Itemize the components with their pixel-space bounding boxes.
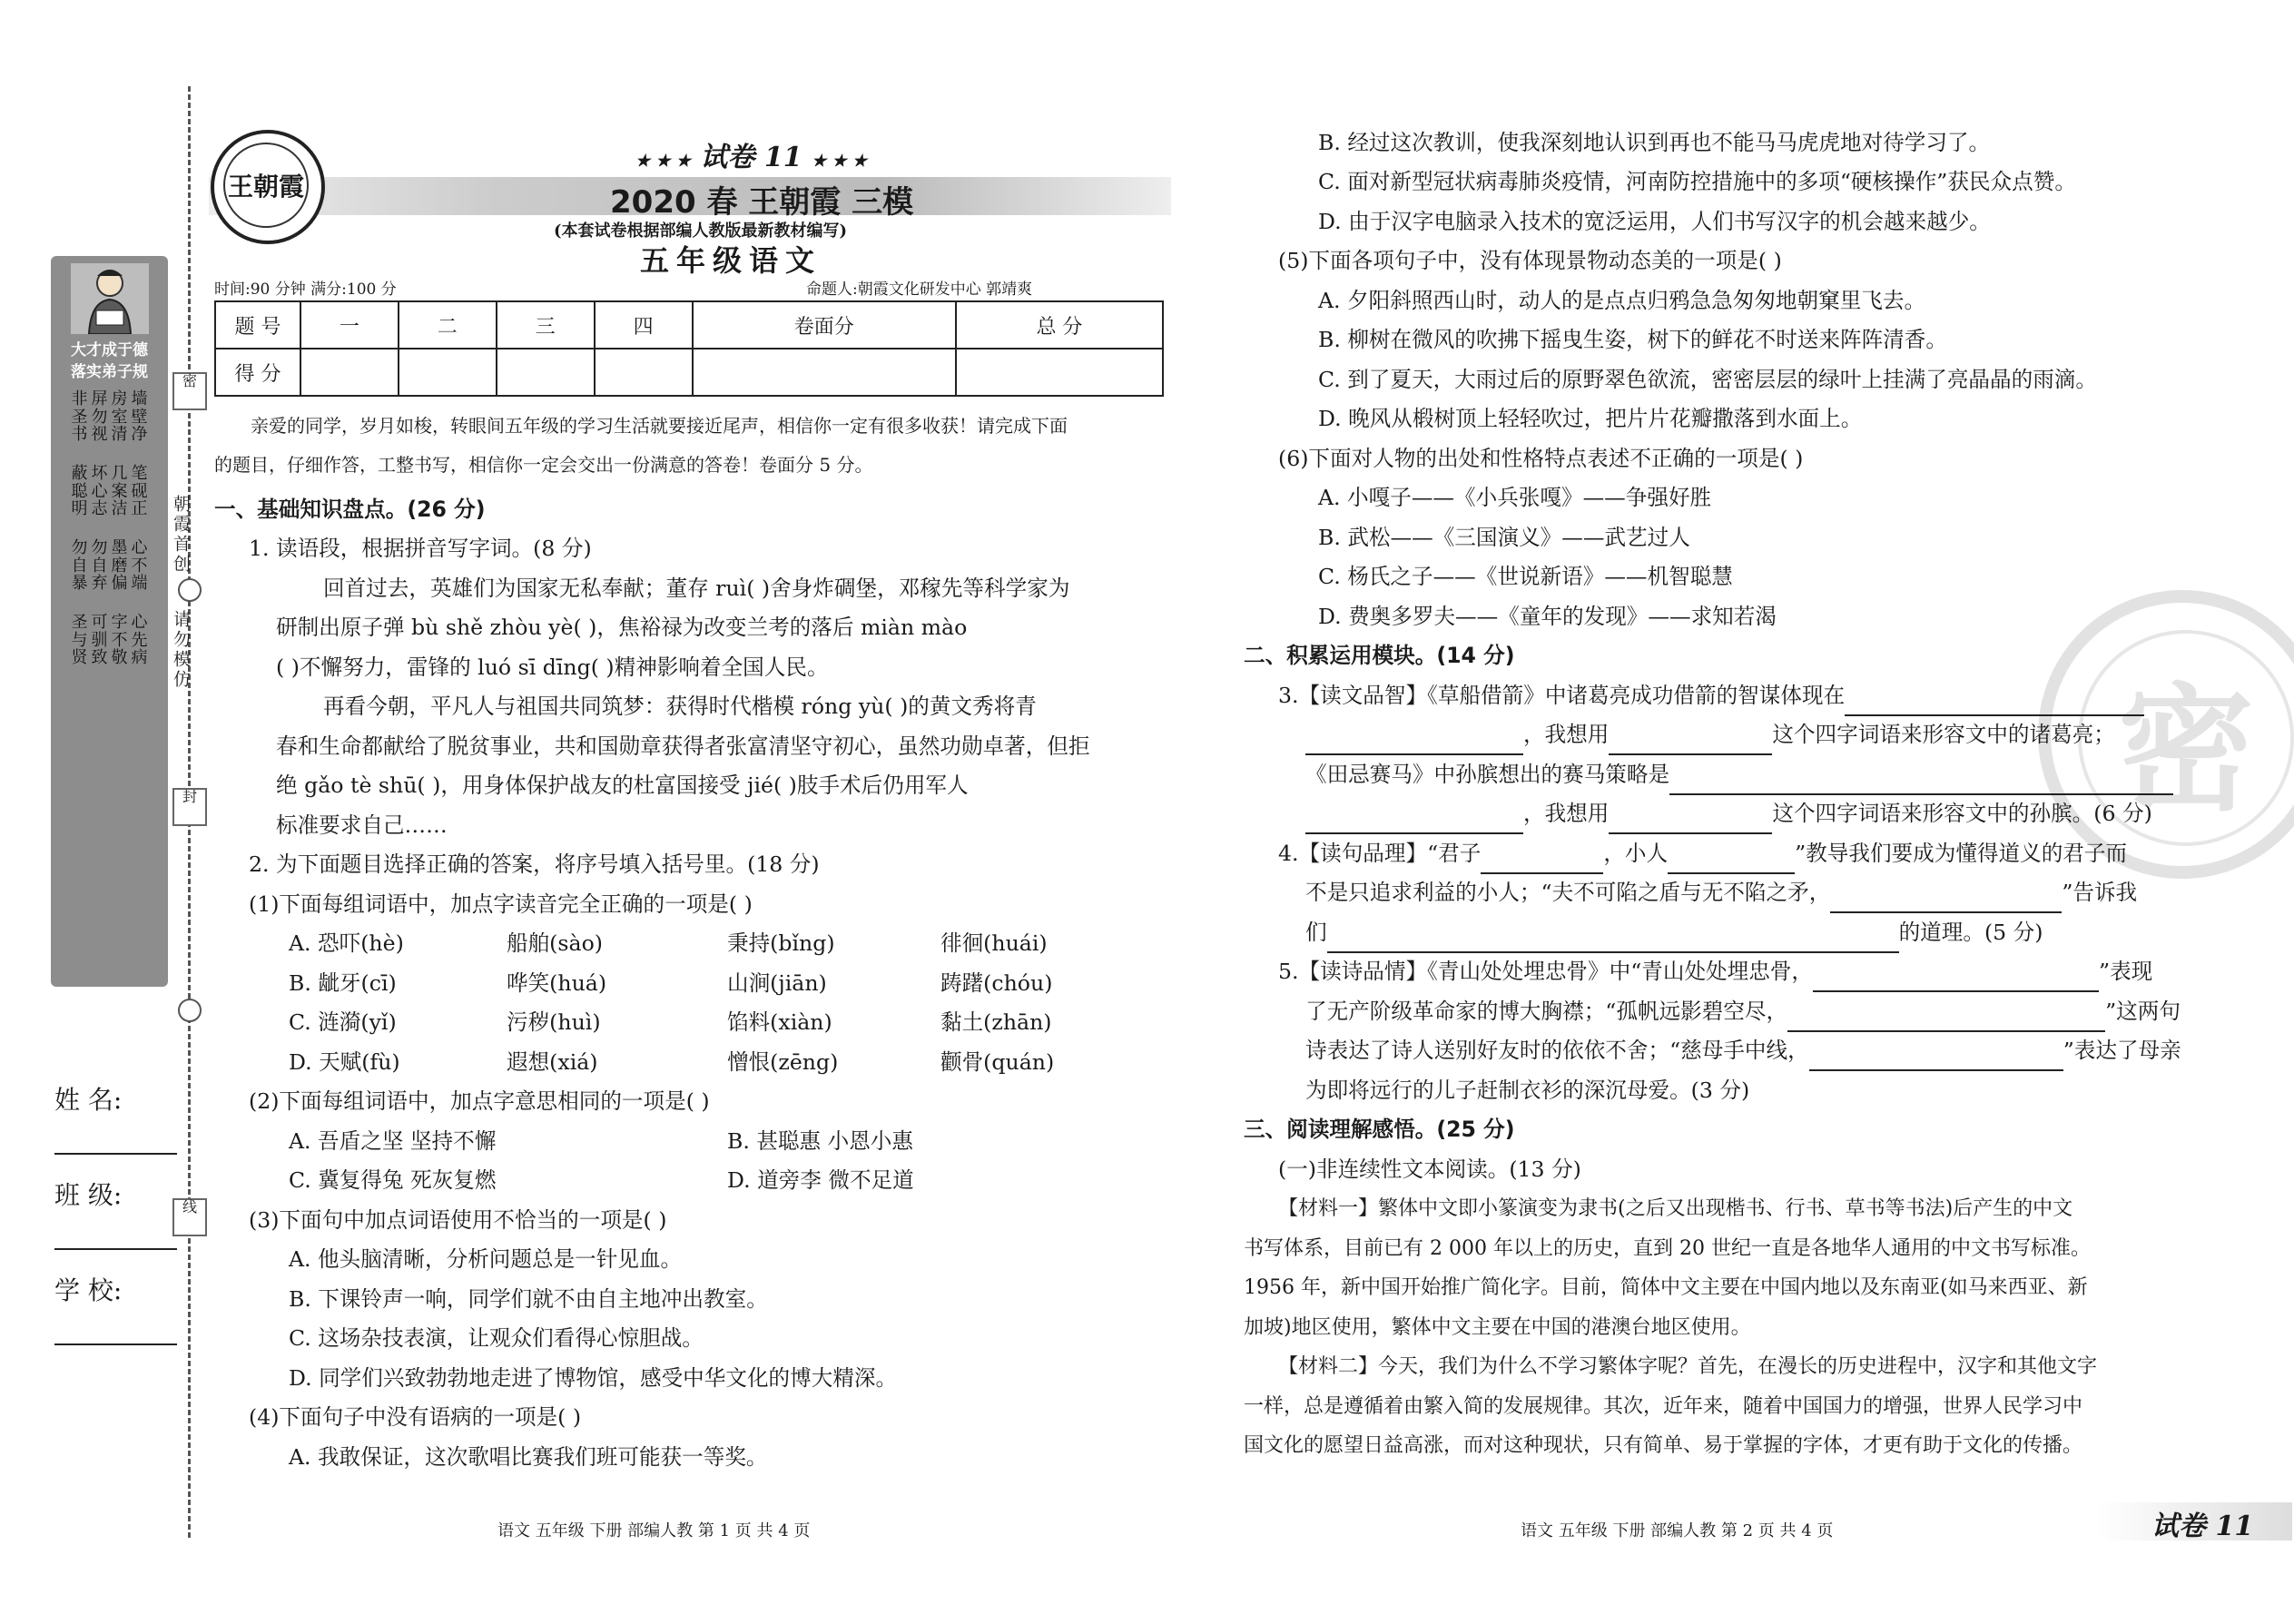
scholar-mascot-icon (71, 263, 149, 334)
question-4: 4.【读句品理】“君子 ，小人 ”教导我们要成为懂得道义的君子而 (1278, 834, 2127, 874)
material-line: 【材料二】今天，我们为什么不学习繁体字呢？首先，在漫长的历史进程中，汉字和其他文字 (1278, 1355, 2098, 1378)
question-3: ，我想用 这个四字词语来形容文中的孙膑。(6 分) (1305, 794, 2152, 834)
material-line: 一样，总是遵循着由繁入简的发展规律。其次，近年来，随着中国国力的增强，世界人民学习中 (1244, 1395, 2083, 1418)
motto-phrase: 坏心志 (91, 464, 108, 518)
score-header: 二 (399, 301, 497, 349)
answer-blank[interactable] (1668, 847, 1795, 874)
option: 黏土(zhān) (940, 1009, 1052, 1035)
seal-tab: 线 (172, 1198, 207, 1236)
option: A. 我敢保证，这次歌唱比赛我们班可能获一等奖。 (289, 1444, 768, 1470)
motto-heading: 大才成于德 落实弟子规 (71, 341, 148, 381)
option: B. 武松——《三国演义》——武艺过人 (1318, 525, 1690, 550)
motto-phrase: 可驯致 (91, 613, 108, 667)
motto-phrase: 屏勿视 (91, 389, 108, 444)
sub-question: (4)下面句子中没有语病的一项是( ) (249, 1404, 582, 1430)
fold-note: 朝霞首创 (171, 495, 191, 575)
option: 踌躇(chóu) (940, 970, 1053, 996)
motto-phrase: 房室清 (111, 389, 128, 444)
option: 船舶(sào) (507, 930, 603, 956)
motto-phrase: 笔砚正 (131, 464, 148, 518)
motto-phrase: 勿自暴 (71, 538, 88, 593)
option: 遐想(xiá) (507, 1049, 598, 1075)
material-line: 1956 年，新中国开始推广简化字。目前，简体中文主要在中国内地以及东南亚(如马来西亚、新 (1244, 1276, 2088, 1299)
option: D. 晚风从椴树顶上轻轻吹过，把片片花瓣撒落到水面上。 (1318, 406, 1863, 431)
page-footer: 语文 五年级 下册 部编人教 第 1 页 共 4 页 (497, 1521, 811, 1540)
option: C. 这场杂技表演，让观众们看得心惊胆战。 (289, 1325, 704, 1351)
score-row-label: 得 分 (215, 349, 300, 396)
sub-question: (5)下面各项句子中，没有体现景物动态美的一项是( ) (1278, 248, 1782, 273)
passage-line: 春和生命都献给了脱贫事业，共和国勋章获得者张富清坚守初心，虽然功勋卓著，但拒 (276, 733, 1090, 759)
sub-question: (6)下面对人物的出处和性格特点表述不正确的一项是( ) (1278, 446, 1804, 471)
sub-question: (2)下面每组词语中，加点字意思相同的一项是( ) (249, 1088, 710, 1114)
score-cell[interactable] (399, 349, 497, 396)
answer-blank[interactable] (1830, 886, 2062, 913)
brand-logo: 王朝霞 (211, 130, 325, 244)
option: 秉持(bǐng) (727, 930, 835, 956)
question-3: 3.【读文品智】《草船借箭》中诸葛亮成功借箭的智谋体现在 (1278, 676, 2144, 716)
intro-text: 亲爱的同学，岁月如梭，转眼间五年级的学习生活就要接近尾声，相信你一定有很多收获！请完成下面 的题目，仔细作答，工整书写，相信你一定会交出一份满意的答卷！卷面分 5 分。 (214, 415, 1068, 476)
question-2: 2. 为下面题目选择正确的答案，将序号填入括号里。(18 分) (249, 851, 820, 877)
subject-title: 五年级语文 (640, 243, 822, 278)
option: D. 费奥多罗夫——《童年的发现》——求知若渴 (1318, 604, 1777, 629)
option: D. 天赋(fù) (289, 1049, 400, 1075)
answer-blank[interactable] (1809, 1044, 2063, 1071)
option: B. 龇牙(cī) (289, 970, 397, 996)
motto-phrase: 几案洁 (111, 464, 128, 518)
sub-question: (1)下面每组词语中，加点字读音完全正确的一项是( ) (249, 891, 753, 917)
option: B. 经过这次教训，使我深刻地认识到再也不能马马虎虎地对待学习了。 (1318, 130, 1991, 155)
material-line: 加坡)地区使用，繁体中文主要在中国的港澳台地区使用。 (1244, 1316, 1751, 1339)
reading-heading: (一)非连续性文本阅读。(13 分) (1278, 1156, 1581, 1182)
option: B. 下课铃声一响，同学们就不由自主地冲出教室。 (289, 1286, 768, 1312)
option: 山涧(jiān) (727, 970, 827, 996)
option: A. 夕阳斜照西山时，动人的是点点归鸦急急匆匆地朝窠里飞去。 (1318, 288, 1926, 313)
option: C. 冀复得兔 死灰复燃 (289, 1167, 497, 1193)
time-score-info: 时间:90 分钟 满分:100 分 (214, 281, 397, 299)
paper-tag: 试卷 11 (2151, 1511, 2254, 1542)
motto-phrase: 圣与贤 (71, 613, 88, 667)
answer-blank[interactable] (1305, 807, 1523, 834)
motto-sidebar (51, 256, 168, 987)
option: D. 同学们兴致勃勃地走进了博物馆，感受中华文化的博大精深。 (289, 1365, 898, 1391)
score-cell[interactable] (956, 349, 1163, 396)
name-label: 姓 名: (54, 1085, 123, 1115)
question-1: 1. 读语段，根据拼音写字词。(8 分) (249, 536, 592, 561)
option: 徘徊(huái) (940, 930, 1048, 956)
answer-blank[interactable] (1327, 926, 1899, 953)
option: C. 面对新型冠状病毒肺炎疫情，河南防控措施中的多项“硬核操作”获民众点赞。 (1318, 169, 2076, 194)
score-cell[interactable] (595, 349, 693, 396)
motto-phrase: 非圣书 (71, 389, 88, 444)
option: 馅料(xiàn) (727, 1009, 832, 1035)
score-header: 总 分 (956, 301, 1163, 349)
question-3: ，我想用 这个四字词语来形容文中的诸葛亮； (1305, 715, 2115, 755)
passage-line: 再看今朝，平凡人与祖国共同筑梦：获得时代楷模 róng yù( )的黄文秀将青 (323, 694, 1037, 719)
fold-note: 请勿模仿 (171, 610, 191, 690)
section-heading: 一、基础知识盘点。(26 分) (214, 497, 486, 522)
exam-title: 2020 春 王朝霞 三模 (610, 184, 914, 221)
option: A. 恐吓(hè) (289, 930, 404, 956)
motto-phrase: 墨磨偏 (111, 538, 128, 593)
motto-phrase: 心不端 (131, 538, 148, 593)
page-footer: 语文 五年级 下册 部编人教 第 2 页 共 4 页 (1521, 1521, 1834, 1540)
question-5: 了无产阶级革命家的博大胸襟；“孤帆远影碧空尽， ”这两句 (1305, 992, 2181, 1032)
option: A. 他头脑清晰，分析问题总是一针见血。 (289, 1246, 683, 1272)
class-field[interactable] (54, 1248, 177, 1250)
score-cell[interactable] (300, 349, 399, 396)
question-3: 《田忌赛马》中孙膑想出的赛马策略是 (1305, 755, 2173, 795)
passage-line: 绝 gǎo tè shū( )，用身体保护战友的杜富国接受 jié( )肢手术后仍用军人 (276, 773, 969, 798)
score-table (214, 300, 1164, 397)
option: D. 由于汉字电脑录入技术的宽泛运用，人们书写汉字的机会越来越少。 (1318, 209, 1991, 234)
answer-blank[interactable] (1305, 728, 1523, 755)
class-label: 班 级: (54, 1180, 123, 1210)
motto-phrase: 墙壁净 (131, 389, 148, 444)
school-field[interactable] (54, 1343, 177, 1345)
option: A. 小嘎子——《小兵张嘎》——争强好胜 (1318, 485, 1712, 510)
passage-line: 标准要求自己…… (276, 812, 448, 838)
motto-phrase: 字不敬 (111, 613, 128, 667)
material-line: 【材料一】繁体中文即小篆演变为隶书(之后又出现楷书、行书、草书等书法)后产生的中文 (1278, 1197, 2073, 1220)
passage-line: 回首过去，英雄们为国家无私奉献；董存 ruì( )舍身炸碉堡，邓稼先等科学家为 (323, 576, 1070, 601)
author-info: 命题人:朝霞文化研发中心 郭靖爽 (806, 281, 1033, 299)
answer-blank[interactable] (1609, 807, 1772, 834)
option: B. 甚聪惠 小恩小惠 (727, 1128, 913, 1154)
score-header: 卷面分 (693, 301, 956, 349)
option: 憎恨(zēng) (727, 1049, 839, 1075)
material-line: 国文化的愿望日益高涨，而对这种现状，只有简单、易于掌握的字体，才更有助于文化的传播。 (1244, 1434, 2083, 1457)
passage-line: 研制出原子弹 bù shě zhòu yè( )，焦裕禄为改变兰考的落后 miàn mào (276, 615, 968, 640)
answer-blank[interactable] (1481, 847, 1603, 874)
option: 哗笑(huá) (507, 970, 607, 996)
question-5: 诗表达了诗人送别好友时的依依不舍；“慈母手中线， ”表达了母亲 (1305, 1031, 2181, 1071)
question-5: 5.【读诗品情】《青山处处埋忠骨》中“青山处处埋忠骨， ”表现 (1278, 952, 2152, 992)
option: D. 道旁李 微不足道 (727, 1167, 914, 1193)
punch-hole-icon (178, 999, 202, 1022)
score-header: 一 (300, 301, 399, 349)
seal-tab: 封 (172, 788, 207, 826)
section-heading: 二、积累运用模块。(14 分) (1244, 643, 1515, 668)
question-4: 不是只追求利益的小人；“夫不可陷之盾与无不陷之矛， ”告诉我 (1305, 873, 2137, 913)
answer-blank[interactable] (1813, 965, 2099, 992)
exam-subtitle: (本套试卷根据部编人教版最新教材编写) (554, 221, 848, 241)
punch-hole-icon (178, 578, 202, 602)
question-4: 们 的道理。(5 分) (1305, 913, 2043, 953)
sub-question: (3)下面句中加点词语使用不恰当的一项是( ) (249, 1207, 667, 1233)
score-header: 四 (595, 301, 693, 349)
passage-line: ( )不懈努力，雷锋的 luó sī dīng( )精神影响着全国人民。 (276, 655, 829, 680)
motto-phrase: 蔽聪明 (71, 464, 88, 518)
score-cell[interactable] (497, 349, 595, 396)
score-cell[interactable] (693, 349, 956, 396)
answer-blank[interactable] (1787, 1005, 2105, 1032)
seal-tab: 密 (172, 372, 207, 410)
option: B. 柳树在微风的吹拂下摇曳生姿，树下的鲜花不时送来阵阵清香。 (1318, 327, 1947, 352)
confidential-watermark: 密 (2038, 590, 2294, 879)
option: 颧骨(quán) (940, 1049, 1055, 1075)
section-heading: 三、阅读理解感悟。(25 分) (1244, 1117, 1515, 1142)
motto-phrase: 勿自弃 (91, 538, 108, 593)
answer-blank[interactable] (1845, 689, 2144, 716)
answer-blank[interactable] (1609, 728, 1772, 755)
score-header: 三 (497, 301, 595, 349)
motto-phrase: 心先病 (131, 613, 148, 667)
score-header: 题 号 (215, 301, 300, 349)
answer-blank[interactable] (1669, 768, 2173, 795)
option: C. 杨氏之子——《世说新语》——机智聪慧 (1318, 564, 1733, 589)
school-label: 学 校: (54, 1275, 123, 1305)
option: C. 到了夏天，大雨过后的原野翠色欲流，密密层层的绿叶上挂满了亮晶晶的雨滴。 (1318, 367, 2097, 392)
material-line: 书写体系，目前已有 2 000 年以上的历史，直到 20 世纪一直是各地华人通用的中文书写标准。 (1244, 1237, 2091, 1260)
question-5: 为即将远行的儿子赶制衣衫的深沉母爱。(3 分) (1305, 1078, 1750, 1103)
option: A. 吾盾之坚 坚持不懈 (289, 1128, 497, 1154)
option: 污秽(huì) (507, 1009, 601, 1035)
paper-number: ★ ★ ★ 试卷 11 ★ ★ ★ (635, 142, 868, 173)
option: C. 涟漪(yǐ) (289, 1009, 397, 1035)
name-field[interactable] (54, 1153, 177, 1155)
